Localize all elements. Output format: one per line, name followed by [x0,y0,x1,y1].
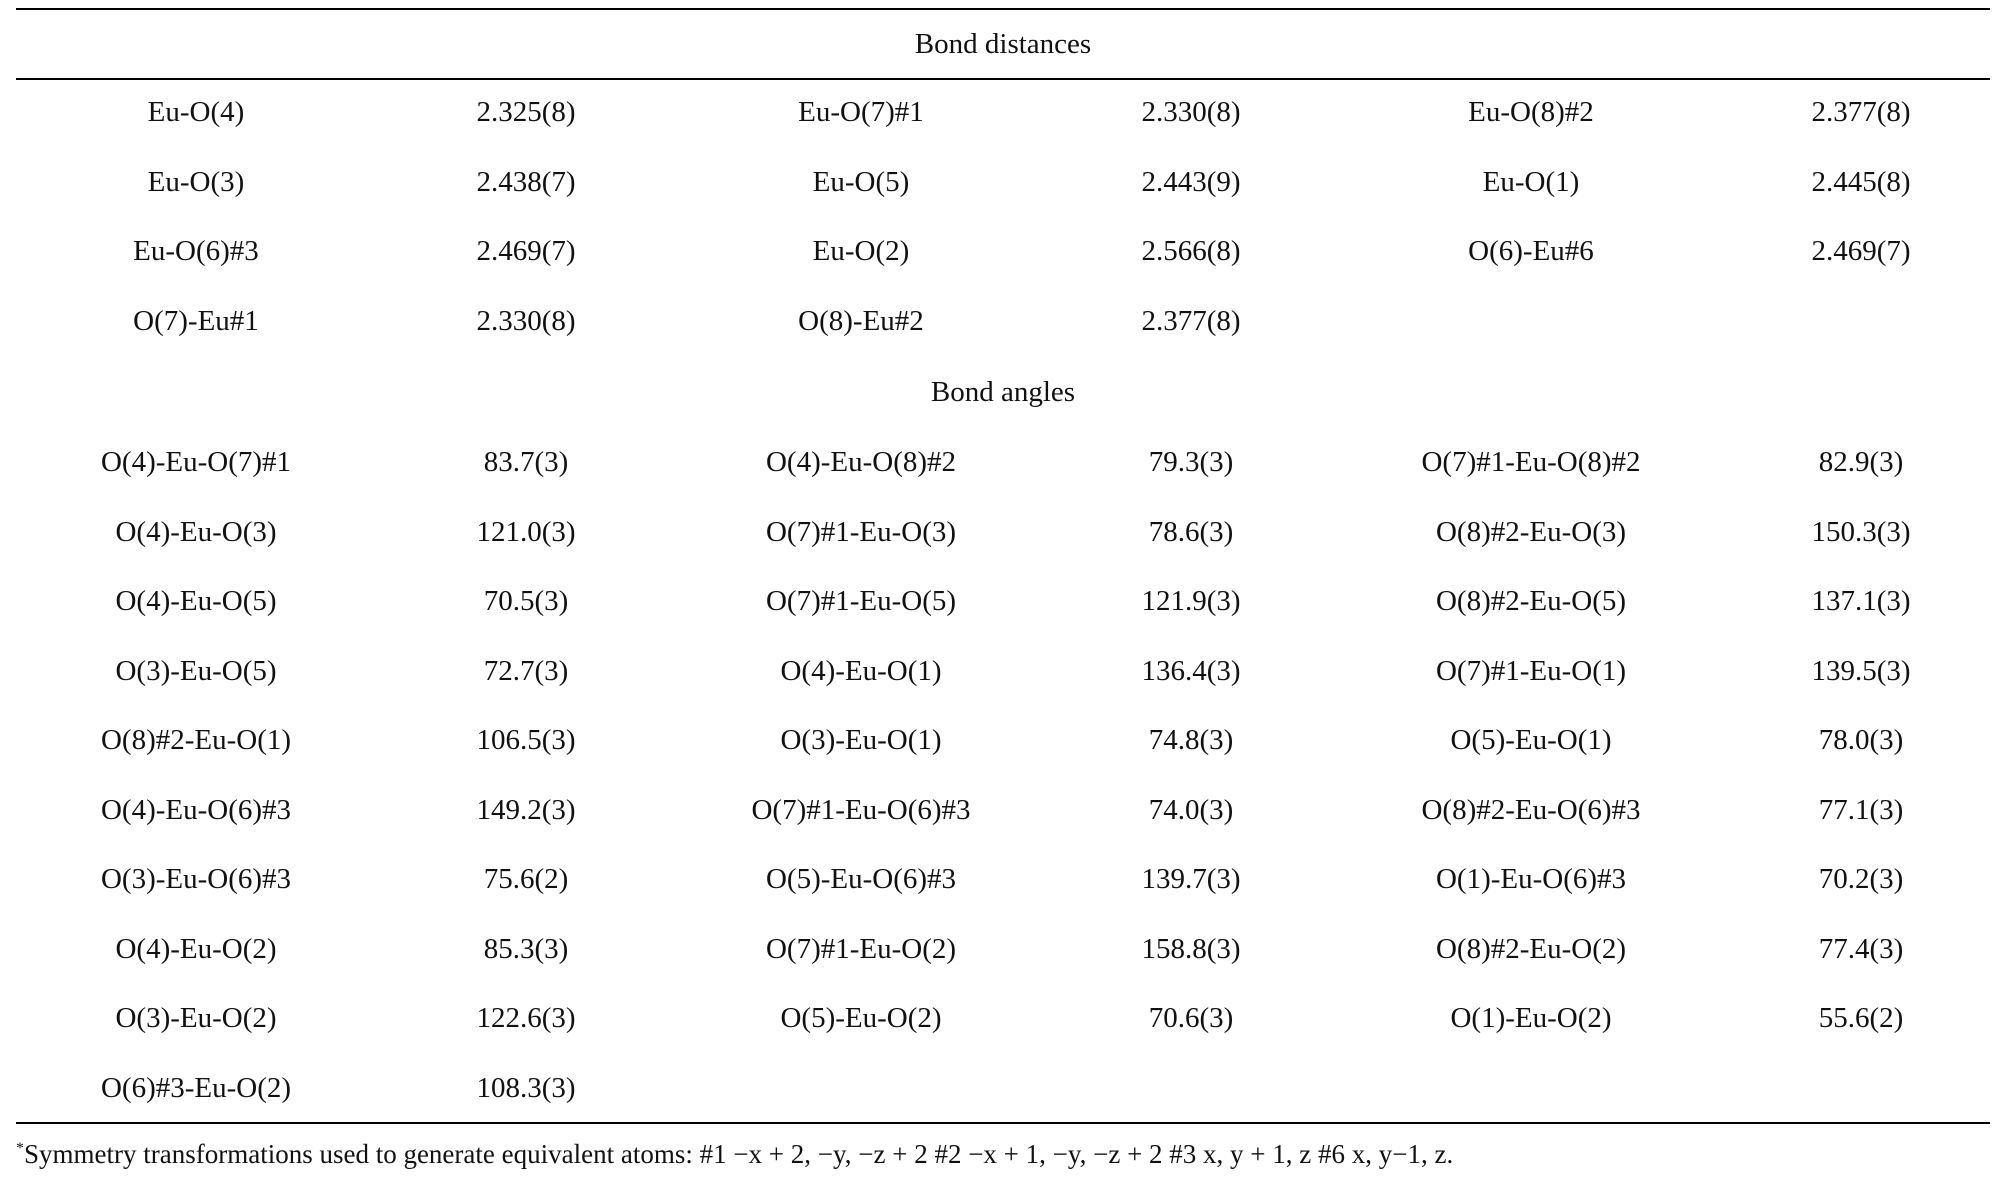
bond-label-cell: O(4)-Eu-O(6)#3 [100,793,292,826]
bond-value-cell: 72.7(3) [483,654,569,687]
bond-label-cell: O(8)-Eu#2 [798,304,924,337]
distance-row [16,301,1990,371]
bond-label-cell: Eu-O(3) [147,165,245,198]
bond-value-cell: 158.8(3) [1141,932,1241,965]
angle-row [16,998,1990,1068]
bond-label-cell: O(6)-Eu#6 [1468,235,1594,267]
bond-label-cell: O(7)#1-Eu-O(8)#2 [1421,446,1641,478]
bond-label-cell: O(4)-Eu-O(1) [780,654,942,687]
bond-label-cell: Eu-O(1) [1482,165,1580,198]
angle-row [16,651,1990,721]
bond-label-cell: Eu-O(6)#3 [133,235,259,267]
bond-label-cell [1351,301,1711,341]
bond-value-cell: 77.1(3) [1818,793,1904,826]
table-bottom-rule [16,1122,1990,1124]
bond-value-cell: 139.5(3) [1811,654,1911,687]
bond-label-cell: O(5)-Eu-O(2) [780,1002,942,1034]
bond-angles-grid [16,442,1990,1137]
bond-label-cell: O(8)#2-Eu-O(2) [1435,932,1627,965]
bond-value-cell: 2.330(8) [476,304,576,337]
bond-value-cell: 70.6(3) [1148,1002,1234,1034]
angle-row [16,512,1990,582]
angle-row [16,790,1990,860]
bond-value-cell: 83.7(3) [483,446,569,478]
bond-label-cell: O(3)-Eu-O(5) [115,654,277,687]
bond-label-cell: O(8)#2-Eu-O(5) [1435,585,1627,617]
bond-distances-heading: Bond distances [914,28,1092,60]
table-header-rule [16,78,1990,80]
bond-value-cell: 2.445(8) [1811,165,1911,198]
bond-label-cell [1351,1068,1711,1108]
bond-value-cell: 2.330(8) [1141,96,1241,128]
bond-label-cell: Eu-O(4) [147,96,245,128]
bond-value-cell: 2.377(8) [1141,304,1241,337]
bond-value-cell: 77.4(3) [1818,932,1904,965]
bond-value-cell: 149.2(3) [476,793,576,826]
bond-label-cell: O(4)-Eu-O(2) [115,932,277,965]
bond-label-cell: O(5)-Eu-O(1) [1450,724,1612,756]
bond-value-cell: 122.6(3) [476,1002,576,1034]
footnote-marker: * [16,1140,24,1157]
distance-row [16,162,1990,232]
bond-value-cell: 82.9(3) [1818,446,1904,478]
bond-label-cell: O(3)-Eu-O(6)#3 [100,863,292,895]
angle-row [16,442,1990,512]
footnote-text: Symmetry transformations used to generate equivalent atoms: #1 −x + 2, −y, −z + 2 #2 −x + 1, −y, −z + 2 #3 x, y + 1, z #6 x, y−1, z. [24,1139,1454,1169]
bond-label-cell: O(7)#1-Eu-O(6)#3 [751,793,971,826]
symmetry-footnote [16,1134,1990,1174]
bond-angles-heading: Bond angles [930,376,1076,408]
bond-value-cell: 79.3(3) [1148,446,1234,478]
bond-label-cell: O(4)-Eu-O(7)#1 [100,446,292,478]
bond-value-cell: 137.1(3) [1811,585,1911,617]
bond-value-cell: 85.3(3) [483,932,569,965]
bond-value-cell: 78.0(3) [1818,724,1904,756]
bond-label-cell: O(7)#1-Eu-O(2) [765,932,957,965]
bond-value-cell [1681,301,2006,341]
bond-label-cell: Eu-O(7)#1 [798,96,924,128]
bond-label-cell: Eu-O(2) [812,235,910,267]
bond-distances-grid [16,92,1990,370]
bond-value-cell: 2.566(8) [1141,235,1241,267]
bond-value-cell: 2.377(8) [1811,96,1911,128]
bond-label-cell: O(1)-Eu-O(2) [1450,1002,1612,1034]
bond-label-cell: O(6)#3-Eu-O(2) [100,1071,292,1104]
bond-label-cell: O(7)#1-Eu-O(5) [765,585,957,617]
bond-value-cell: 74.0(3) [1148,793,1234,826]
bond-value-cell: 2.469(7) [476,235,576,267]
angle-row [16,859,1990,929]
angle-row [16,1068,1990,1138]
distance-row [16,231,1990,301]
bond-value-cell: 106.5(3) [476,724,576,756]
bond-label-cell: O(3)-Eu-O(1) [780,724,942,756]
bond-label-cell: O(1)-Eu-O(6)#3 [1435,863,1627,895]
bond-label-cell: O(8)#2-Eu-O(6)#3 [1421,793,1641,826]
bond-value-cell: 2.469(7) [1811,235,1911,267]
bond-value-cell: 70.5(3) [483,585,569,617]
bond-label-cell: O(4)-Eu-O(5) [115,585,277,617]
bond-label-cell: O(4)-Eu-O(3) [115,515,277,548]
bond-value-cell: 150.3(3) [1811,515,1911,548]
distance-row [16,92,1990,162]
bond-label-cell: O(8)#2-Eu-O(3) [1435,515,1627,548]
bond-label-cell: Eu-O(5) [812,165,910,198]
bond-label-cell: O(7)#1-Eu-O(3) [765,515,957,548]
angle-row [16,581,1990,651]
bond-value-cell: 70.2(3) [1818,863,1904,895]
angle-row [16,720,1990,790]
bond-value-cell: 121.9(3) [1141,585,1241,617]
bond-label-cell: O(4)-Eu-O(8)#2 [765,446,957,478]
bond-value-cell: 2.325(8) [476,96,576,128]
bond-value-cell: 78.6(3) [1148,515,1234,548]
bond-value-cell: 2.443(9) [1141,165,1241,198]
bond-label-cell [681,1068,1041,1108]
bond-value-cell: 2.438(7) [476,165,576,198]
bond-value-cell [1011,1068,1371,1108]
angle-row [16,929,1990,999]
bond-value-cell: 55.6(2) [1818,1002,1904,1034]
bond-value-cell: 108.3(3) [476,1071,576,1104]
bond-label-cell: O(8)#2-Eu-O(1) [100,724,292,756]
bond-value-cell: 139.7(3) [1141,863,1241,895]
bond-label-cell: O(7)#1-Eu-O(1) [1435,654,1627,687]
table-top-rule [16,8,1990,10]
bond-label-cell: O(5)-Eu-O(6)#3 [765,863,957,895]
bond-value-cell: 121.0(3) [476,515,576,548]
bond-value-cell: 75.6(2) [483,863,569,895]
bond-value-cell: 74.8(3) [1148,724,1234,756]
bond-value-cell [1681,1068,2006,1108]
bond-label-cell: Eu-O(8)#2 [1468,96,1594,128]
bond-value-cell: 136.4(3) [1141,654,1241,687]
bond-label-cell: O(3)-Eu-O(2) [115,1002,277,1034]
bond-label-cell: O(7)-Eu#1 [133,304,259,337]
